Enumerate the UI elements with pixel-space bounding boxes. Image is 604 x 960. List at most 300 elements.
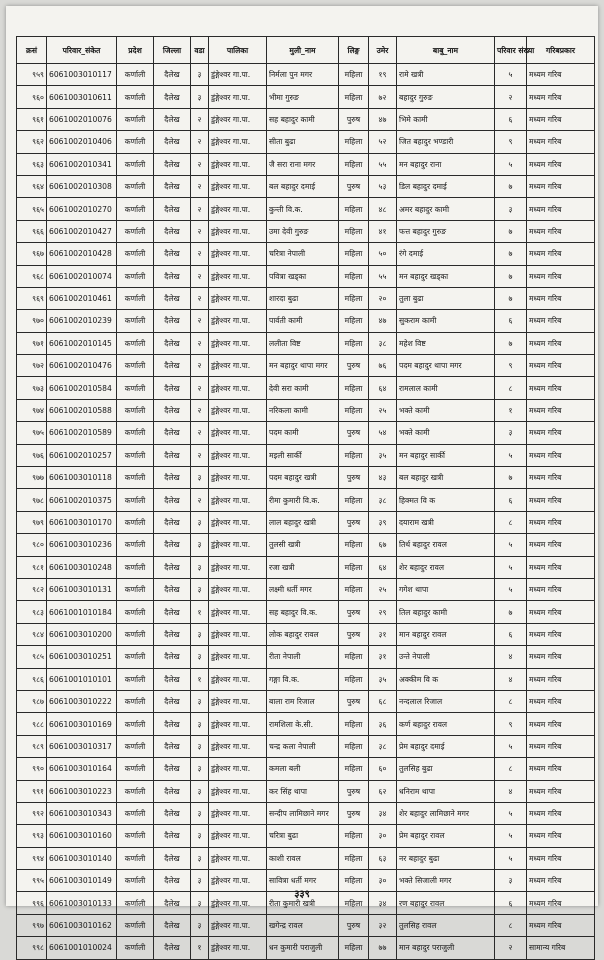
cell-head-name: सह बहादुर कामी [267, 108, 339, 130]
cell-poverty-type: मध्यम गरिब [527, 780, 595, 802]
cell-household-code: 6061003010133 [47, 892, 117, 914]
cell-age: १९ [369, 64, 397, 86]
cell-district: दैलेख [154, 847, 191, 869]
cell-household-code: 6061003010236 [47, 534, 117, 556]
header-age: उमेर [369, 37, 397, 64]
cell-ward: ३ [191, 870, 209, 892]
cell-district: दैलेख [154, 601, 191, 623]
cell-municipality: डुंङ्गेश्वर गा.पा. [209, 556, 267, 578]
cell-father-name: नन्दलाल रिजाल [397, 690, 495, 712]
cell-sn: ९८५ [17, 646, 47, 668]
cell-municipality: डुंङ्गेश्वर गा.पा. [209, 623, 267, 645]
cell-household-code: 6061003010170 [47, 511, 117, 533]
cell-sn: ९९६ [17, 892, 47, 914]
cell-head-name: लाल बहादुर खत्री [267, 511, 339, 533]
cell-district: दैलेख [154, 511, 191, 533]
cell-gender: महिला [339, 399, 369, 421]
cell-sn: ९८४ [17, 623, 47, 645]
table-row [17, 108, 595, 130]
cell-ward: १ [191, 937, 209, 959]
cell-municipality: डुंङ्गेश्वर गा.पा. [209, 735, 267, 757]
cell-sn: ९९१ [17, 780, 47, 802]
cell-district: दैलेख [154, 467, 191, 489]
cell-household-code: 6061003010118 [47, 467, 117, 489]
cell-head-name: पदम बहादुर खत्री [267, 467, 339, 489]
table-row [17, 937, 595, 959]
cell-household-code: 6061003010149 [47, 870, 117, 892]
cell-head-name: कमला बली [267, 758, 339, 780]
cell-gender: पुरुष [339, 623, 369, 645]
cell-family-size: ३ [495, 422, 527, 444]
cell-father-name: रंगे दमाई [397, 243, 495, 265]
cell-head-name: सावित्रा धर्ती मगर [267, 870, 339, 892]
table-row [17, 802, 595, 824]
cell-poverty-type: मध्यम गरिब [527, 668, 595, 690]
cell-municipality: डुंङ्गेश्वर गा.पा. [209, 690, 267, 712]
cell-poverty-type: मध्यम गरिब [527, 131, 595, 153]
cell-head-name: कर सिंह थापा [267, 780, 339, 802]
cell-municipality: डुंङ्गेश्वर गा.पा. [209, 534, 267, 556]
cell-gender: महिला [339, 668, 369, 690]
cell-ward: ३ [191, 825, 209, 847]
cell-sn: ९६० [17, 86, 47, 108]
cell-poverty-type: मध्यम गरिब [527, 332, 595, 354]
table-row [17, 601, 595, 623]
cell-father-name: रामलाल कामी [397, 377, 495, 399]
cell-district: दैलेख [154, 153, 191, 175]
cell-province: कर्णाली [117, 399, 154, 421]
cell-sn: ९८० [17, 534, 47, 556]
cell-head-name: लोक बहादुर रावल [267, 623, 339, 645]
cell-family-size: १ [495, 399, 527, 421]
cell-age: ३८ [369, 489, 397, 511]
cell-age: ३५ [369, 668, 397, 690]
cell-gender: महिला [339, 713, 369, 735]
cell-district: दैलेख [154, 131, 191, 153]
cell-poverty-type: मध्यम गरिब [527, 601, 595, 623]
cell-poverty-type: मध्यम गरिब [527, 243, 595, 265]
cell-age: ३१ [369, 623, 397, 645]
cell-family-size: ७ [495, 467, 527, 489]
cell-age: ३० [369, 825, 397, 847]
cell-ward: ३ [191, 556, 209, 578]
cell-ward: ३ [191, 467, 209, 489]
page-number: ३३९ [294, 889, 310, 900]
cell-district: दैलेख [154, 937, 191, 959]
table-row [17, 735, 595, 757]
cell-province: कर्णाली [117, 265, 154, 287]
cell-gender: महिला [339, 86, 369, 108]
cell-family-size: ३ [495, 198, 527, 220]
cell-father-name: प्रेम बहादुर रावल [397, 825, 495, 847]
cell-family-size: ४ [495, 668, 527, 690]
cell-household-code: 6061001010024 [47, 937, 117, 959]
cell-age: ३६ [369, 713, 397, 735]
cell-ward: २ [191, 220, 209, 242]
cell-province: कर्णाली [117, 86, 154, 108]
cell-age: ६४ [369, 556, 397, 578]
cell-poverty-type: मध्यम गरिब [527, 489, 595, 511]
cell-father-name: मन बहादुर राना [397, 153, 495, 175]
cell-sn: ९६२ [17, 131, 47, 153]
cell-sn: ९७३ [17, 377, 47, 399]
table-row [17, 198, 595, 220]
cell-municipality: डुंङ्गेश्वर गा.पा. [209, 422, 267, 444]
cell-ward: ३ [191, 86, 209, 108]
cell-household-code: 6061002010476 [47, 355, 117, 377]
cell-municipality: डुंङ्गेश्वर गा.पा. [209, 467, 267, 489]
table-row [17, 444, 595, 466]
cell-ward: २ [191, 377, 209, 399]
table-row [17, 668, 595, 690]
cell-province: कर्णाली [117, 332, 154, 354]
cell-head-name: उमा देवी गुरुङ [267, 220, 339, 242]
cell-father-name: नर बहादुर बुढा [397, 847, 495, 869]
cell-district: दैलेख [154, 355, 191, 377]
cell-head-name: सह बहादुर वि.क. [267, 601, 339, 623]
cell-age: ४७ [369, 108, 397, 130]
cell-sn: ९९२ [17, 802, 47, 824]
cell-age: ३९ [369, 511, 397, 533]
cell-municipality: डुंङ्गेश्वर गा.पा. [209, 825, 267, 847]
cell-household-code: 6061003010611 [47, 86, 117, 108]
cell-head-name: चरित्रा नेपाली [267, 243, 339, 265]
cell-sn: ९७६ [17, 444, 47, 466]
cell-poverty-type: मध्यम गरिब [527, 735, 595, 757]
cell-ward: २ [191, 332, 209, 354]
cell-poverty-type: मध्यम गरिब [527, 444, 595, 466]
cell-household-code: 6061002010406 [47, 131, 117, 153]
table-row [17, 265, 595, 287]
cell-age: ५५ [369, 265, 397, 287]
cell-family-size: ८ [495, 914, 527, 936]
cell-sn: ९९३ [17, 825, 47, 847]
cell-municipality: डुंङ्गेश्वर गा.पा. [209, 175, 267, 197]
cell-gender: पुरुष [339, 802, 369, 824]
cell-poverty-type: मध्यम गरिब [527, 86, 595, 108]
cell-father-name: मान बहादुर पराजुली [397, 937, 495, 959]
cell-ward: २ [191, 243, 209, 265]
cell-family-size: ८ [495, 758, 527, 780]
table-row [17, 489, 595, 511]
cell-ward: ३ [191, 735, 209, 757]
cell-father-name: तिल बहादुर कामी [397, 601, 495, 623]
cell-municipality: डुंङ्गेश्वर गा.पा. [209, 131, 267, 153]
cell-father-name: रण बहादुर रावल [397, 892, 495, 914]
cell-ward: २ [191, 355, 209, 377]
cell-family-size: ७ [495, 175, 527, 197]
cell-municipality: डुंङ्गेश्वर गा.पा. [209, 444, 267, 466]
cell-ward: ३ [191, 847, 209, 869]
cell-ward: २ [191, 444, 209, 466]
cell-district: दैलेख [154, 668, 191, 690]
cell-sn: ९७२ [17, 355, 47, 377]
cell-father-name: अक्कीम वि क [397, 668, 495, 690]
cell-age: ४१ [369, 220, 397, 242]
cell-district: दैलेख [154, 310, 191, 332]
cell-gender: महिला [339, 870, 369, 892]
cell-father-name: गगेश थापा [397, 578, 495, 600]
cell-gender: पुरुष [339, 511, 369, 533]
cell-father-name: कर्ण बहादुर रावल [397, 713, 495, 735]
cell-gender: महिला [339, 265, 369, 287]
cell-municipality: डुंङ्गेश्वर गा.पा. [209, 108, 267, 130]
cell-family-size: २ [495, 86, 527, 108]
cell-poverty-type: मध्यम गरिब [527, 914, 595, 936]
cell-head-name: धन कुमारी पराजुली [267, 937, 339, 959]
cell-sn: ९९८ [17, 937, 47, 959]
cell-municipality: डुंङ्गेश्वर गा.पा. [209, 287, 267, 309]
cell-head-name: पार्वती कामी [267, 310, 339, 332]
cell-district: दैलेख [154, 623, 191, 645]
cell-head-name: तुलसी खत्री [267, 534, 339, 556]
cell-municipality: डुंङ्गेश्वर गा.पा. [209, 578, 267, 600]
cell-gender: महिला [339, 825, 369, 847]
cell-age: ४८ [369, 198, 397, 220]
cell-province: कर्णाली [117, 198, 154, 220]
cell-head-name: रजा खत्री [267, 556, 339, 578]
cell-family-size: ७ [495, 220, 527, 242]
cell-district: दैलेख [154, 86, 191, 108]
cell-province: कर्णाली [117, 780, 154, 802]
cell-gender: महिला [339, 735, 369, 757]
cell-ward: २ [191, 287, 209, 309]
cell-sn: ९८२ [17, 578, 47, 600]
cell-sn: ९८८ [17, 713, 47, 735]
cell-head-name: सीता बुढा [267, 131, 339, 153]
cell-household-code: 6061003010200 [47, 623, 117, 645]
cell-municipality: डुंङ्गेश्वर गा.पा. [209, 489, 267, 511]
cell-family-size: ६ [495, 623, 527, 645]
cell-ward: ३ [191, 780, 209, 802]
cell-head-name: भीमा गुरुङ [267, 86, 339, 108]
cell-sn: ९६४ [17, 175, 47, 197]
table-row [17, 64, 595, 86]
cell-father-name: तिर्थ बहादुर रावल [397, 534, 495, 556]
cell-municipality: डुंङ्गेश्वर गा.पा. [209, 198, 267, 220]
household-table [16, 36, 595, 960]
cell-head-name: शारदा बुढा [267, 287, 339, 309]
cell-gender: पुरुष [339, 467, 369, 489]
cell-age: ६२ [369, 780, 397, 802]
cell-family-size: ७ [495, 265, 527, 287]
cell-age: ५२ [369, 131, 397, 153]
cell-gender: पुरुष [339, 355, 369, 377]
cell-ward: ३ [191, 892, 209, 914]
cell-district: दैलेख [154, 758, 191, 780]
cell-poverty-type: मध्यम गरिब [527, 802, 595, 824]
cell-municipality: डुंङ्गेश्वर गा.पा. [209, 847, 267, 869]
cell-district: दैलेख [154, 399, 191, 421]
cell-ward: ३ [191, 64, 209, 86]
cell-household-code: 6061002010308 [47, 175, 117, 197]
cell-family-size: ५ [495, 802, 527, 824]
cell-father-name: बल बहादुर खत्री [397, 467, 495, 489]
cell-age: ६३ [369, 847, 397, 869]
cell-province: कर्णाली [117, 578, 154, 600]
cell-ward: ३ [191, 758, 209, 780]
cell-poverty-type: मध्यम गरिब [527, 646, 595, 668]
header-household-code: परिवार_संकेत [47, 37, 117, 64]
cell-ward: २ [191, 108, 209, 130]
cell-poverty-type: मध्यम गरिब [527, 847, 595, 869]
cell-age: ५४ [369, 422, 397, 444]
cell-father-name: पदम बहादुर थापा मगर [397, 355, 495, 377]
cell-head-name: चरित्रा बुढा [267, 825, 339, 847]
cell-ward: ३ [191, 713, 209, 735]
cell-gender: महिला [339, 131, 369, 153]
cell-head-name: चन्द्र कला नेपाली [267, 735, 339, 757]
cell-family-size: ४ [495, 780, 527, 802]
cell-age: ३१ [369, 646, 397, 668]
cell-municipality: डुंङ्गेश्वर गा.पा. [209, 914, 267, 936]
cell-age: ३० [369, 870, 397, 892]
table-row [17, 847, 595, 869]
cell-ward: ३ [191, 578, 209, 600]
cell-poverty-type: मध्यम गरिब [527, 399, 595, 421]
cell-family-size: ७ [495, 332, 527, 354]
cell-family-size: ८ [495, 377, 527, 399]
cell-father-name: अमर बहादुर कामी [397, 198, 495, 220]
header-ward: वडा [191, 37, 209, 64]
cell-family-size: ७ [495, 601, 527, 623]
cell-household-code: 6061003010251 [47, 646, 117, 668]
cell-head-name: रामशिला के.सी. [267, 713, 339, 735]
cell-ward: २ [191, 198, 209, 220]
cell-poverty-type: मध्यम गरिब [527, 578, 595, 600]
cell-sn: ९९४ [17, 847, 47, 869]
cell-age: ६७ [369, 534, 397, 556]
header-poverty-type: गरिबप्रकार [527, 37, 595, 64]
cell-sn: ९५९ [17, 64, 47, 86]
cell-province: कर्णाली [117, 489, 154, 511]
cell-poverty-type: मध्यम गरिब [527, 623, 595, 645]
cell-head-name: ललीता विष्ट [267, 332, 339, 354]
cell-family-size: ९ [495, 131, 527, 153]
cell-household-code: 6061002010341 [47, 153, 117, 175]
cell-ward: २ [191, 175, 209, 197]
cell-province: कर्णाली [117, 422, 154, 444]
cell-province: कर्णाली [117, 511, 154, 533]
cell-head-name: नरिकला कामी [267, 399, 339, 421]
cell-household-code: 6061002010239 [47, 310, 117, 332]
cell-municipality: डुंङ्गेश्वर गा.पा. [209, 870, 267, 892]
table-row [17, 220, 595, 242]
cell-father-name: भक्ते कामी [397, 422, 495, 444]
cell-head-name: पवित्रा खड्का [267, 265, 339, 287]
cell-municipality: डुंङ्गेश्वर गा.पा. [209, 265, 267, 287]
cell-province: कर्णाली [117, 892, 154, 914]
cell-father-name: फत्त बहादुर गुरुङ [397, 220, 495, 242]
cell-household-code: 6061002010428 [47, 243, 117, 265]
cell-gender: महिला [339, 198, 369, 220]
cell-province: कर्णाली [117, 467, 154, 489]
cell-household-code: 6061002010257 [47, 444, 117, 466]
cell-ward: २ [191, 310, 209, 332]
table-row [17, 377, 595, 399]
cell-age: ३८ [369, 735, 397, 757]
cell-district: दैलेख [154, 444, 191, 466]
cell-gender: पुरुष [339, 422, 369, 444]
table-row [17, 399, 595, 421]
cell-poverty-type: मध्यम गरिब [527, 892, 595, 914]
cell-age: ३५ [369, 444, 397, 466]
cell-province: कर्णाली [117, 534, 154, 556]
cell-district: दैलेख [154, 265, 191, 287]
cell-district: दैलेख [154, 108, 191, 130]
cell-province: कर्णाली [117, 220, 154, 242]
cell-age: ४७ [369, 310, 397, 332]
cell-father-name: मन बहादुर खड्का [397, 265, 495, 287]
cell-district: दैलेख [154, 422, 191, 444]
cell-province: कर्णाली [117, 556, 154, 578]
table-row [17, 310, 595, 332]
cell-father-name: सुकराम कामी [397, 310, 495, 332]
cell-ward: ३ [191, 914, 209, 936]
cell-gender: महिला [339, 243, 369, 265]
cell-ward: ३ [191, 802, 209, 824]
cell-gender: पुरुष [339, 780, 369, 802]
cell-household-code: 6061002010145 [47, 332, 117, 354]
cell-household-code: 6061003010117 [47, 64, 117, 86]
cell-gender: महिला [339, 578, 369, 600]
cell-household-code: 6061002010074 [47, 265, 117, 287]
cell-family-size: ५ [495, 556, 527, 578]
cell-municipality: डुंङ्गेश्वर गा.पा. [209, 802, 267, 824]
cell-poverty-type: मध्यम गरिब [527, 265, 595, 287]
cell-family-size: ५ [495, 578, 527, 600]
cell-father-name: भिमे कामी [397, 108, 495, 130]
cell-age: ६० [369, 758, 397, 780]
cell-sn: ९८१ [17, 556, 47, 578]
cell-municipality: डुंङ्गेश्वर गा.पा. [209, 377, 267, 399]
cell-household-code: 6061003010164 [47, 758, 117, 780]
cell-head-name: खगेन्द्र रावल [267, 914, 339, 936]
cell-age: ३२ [369, 914, 397, 936]
cell-sn: ९६३ [17, 153, 47, 175]
cell-gender: पुरुष [339, 601, 369, 623]
cell-ward: २ [191, 399, 209, 421]
document-page [6, 6, 598, 953]
cell-province: कर्णाली [117, 355, 154, 377]
cell-head-name: रीमा कुमारी वि.क. [267, 489, 339, 511]
cell-age: ३४ [369, 892, 397, 914]
cell-district: दैलेख [154, 556, 191, 578]
cell-poverty-type: मध्यम गरिब [527, 198, 595, 220]
cell-district: दैलेख [154, 802, 191, 824]
table-row [17, 355, 595, 377]
cell-municipality: डुंङ्गेश्वर गा.पा. [209, 511, 267, 533]
cell-district: दैलेख [154, 713, 191, 735]
cell-poverty-type: मध्यम गरिब [527, 64, 595, 86]
table-header-row [17, 37, 595, 64]
cell-age: ७७ [369, 937, 397, 959]
table-row [17, 422, 595, 444]
cell-province: कर्णाली [117, 870, 154, 892]
cell-father-name: तुला बुढा [397, 287, 495, 309]
cell-sn: ९९७ [17, 914, 47, 936]
cell-sn: ९८९ [17, 735, 47, 757]
cell-age: २५ [369, 578, 397, 600]
cell-district: दैलेख [154, 870, 191, 892]
cell-father-name: तुलसिह रावल [397, 914, 495, 936]
cell-province: कर्णाली [117, 623, 154, 645]
cell-district: दैलेख [154, 735, 191, 757]
cell-household-code: 6061003010162 [47, 914, 117, 936]
cell-household-code: 6061003010222 [47, 690, 117, 712]
cell-family-size: ६ [495, 489, 527, 511]
cell-district: दैलेख [154, 578, 191, 600]
